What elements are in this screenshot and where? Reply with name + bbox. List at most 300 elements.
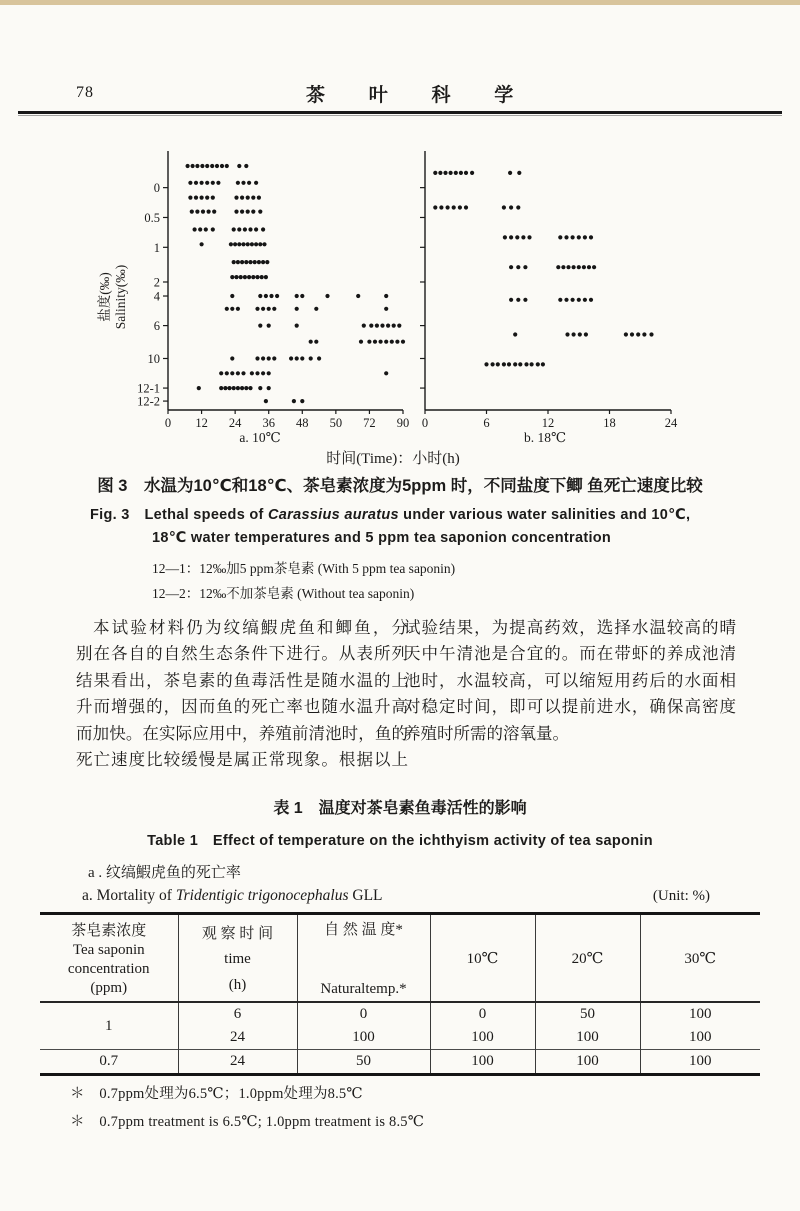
data-dot bbox=[556, 265, 560, 269]
data-dot bbox=[195, 210, 199, 214]
data-dot bbox=[207, 210, 211, 214]
data-cell: 100 bbox=[535, 1050, 640, 1075]
data-dot bbox=[205, 181, 209, 185]
body-text-line: 结果看出，茶皂素的鱼毒活性是随水温的上 bbox=[76, 670, 408, 690]
data-dot bbox=[433, 171, 437, 175]
data-dot bbox=[236, 371, 240, 375]
data-dot bbox=[265, 260, 269, 264]
data-dot bbox=[384, 371, 388, 375]
data-dot bbox=[454, 171, 458, 175]
data-dot bbox=[373, 340, 377, 344]
data-dot bbox=[243, 275, 247, 279]
x-tick-label: 12 bbox=[195, 416, 208, 430]
data-dot bbox=[516, 205, 520, 209]
scan-edge-strip bbox=[0, 0, 800, 5]
x-tick-label: 36 bbox=[262, 416, 275, 430]
data-dot bbox=[314, 307, 318, 311]
figure-legend-line2: 12—2：12‰不加茶皂素 (Without tea saponin) bbox=[152, 586, 415, 601]
table-subtitle-en bbox=[82, 887, 383, 905]
data-dot bbox=[195, 164, 199, 168]
y-tick-label: 0 bbox=[153, 181, 160, 196]
data-dot bbox=[264, 275, 268, 279]
data-dot bbox=[240, 386, 244, 390]
data-dot bbox=[194, 181, 198, 185]
data-dot bbox=[186, 164, 190, 168]
data-dot bbox=[309, 356, 313, 360]
data-dot bbox=[577, 265, 581, 269]
data-dot bbox=[530, 362, 534, 366]
data-dot bbox=[470, 171, 474, 175]
subtitle-en-suffix: GLL bbox=[348, 887, 383, 904]
data-dot bbox=[230, 307, 234, 311]
data-dot bbox=[369, 324, 373, 328]
data-dot bbox=[243, 227, 247, 231]
data-dot bbox=[205, 196, 209, 200]
page-number: 78 bbox=[76, 84, 94, 101]
data-dot bbox=[211, 196, 215, 200]
header-rule-shadow bbox=[18, 115, 782, 116]
mortality-table bbox=[40, 912, 760, 1076]
data-dot bbox=[577, 298, 581, 302]
data-dot bbox=[356, 294, 360, 298]
body-text-line: 天中午清池是合宜的。而在带虾的养成池清 bbox=[404, 644, 736, 664]
data-dot bbox=[247, 275, 251, 279]
header-rule bbox=[18, 111, 782, 114]
caption-en-species: Carassius auratus bbox=[268, 507, 399, 523]
data-dot bbox=[300, 399, 304, 403]
data-dot bbox=[624, 332, 628, 336]
data-dot bbox=[212, 210, 216, 214]
data-dot bbox=[232, 260, 236, 264]
data-dot bbox=[255, 307, 259, 311]
data-cell: 100 bbox=[640, 1002, 760, 1026]
data-dot bbox=[240, 210, 244, 214]
header-line: 20℃ bbox=[571, 950, 604, 967]
data-dot bbox=[241, 371, 245, 375]
data-dot bbox=[571, 298, 575, 302]
header-line: 30℃ bbox=[684, 950, 717, 967]
data-cell: 0 bbox=[430, 1002, 535, 1026]
data-dot bbox=[200, 196, 204, 200]
header-line: Tea saponin bbox=[72, 942, 145, 958]
data-cell: 24 bbox=[178, 1026, 297, 1050]
data-dot bbox=[589, 235, 593, 239]
data-dot bbox=[230, 356, 234, 360]
x-tick-label: 72 bbox=[363, 416, 376, 430]
body-text-line: 试验结果，为提高药效，选择水温较高的晴 bbox=[404, 618, 736, 637]
data-cell: 50 bbox=[535, 1002, 640, 1026]
data-dot bbox=[523, 265, 527, 269]
header-line: 10℃ bbox=[466, 950, 499, 967]
data-dot bbox=[541, 362, 545, 366]
header-line: time bbox=[224, 951, 251, 968]
data-dot bbox=[260, 275, 264, 279]
data-dot bbox=[254, 242, 258, 246]
data-dot bbox=[523, 298, 527, 302]
y-tick-label: 4 bbox=[153, 289, 160, 304]
data-dot bbox=[267, 371, 271, 375]
data-dot bbox=[219, 386, 223, 390]
data-dot bbox=[267, 386, 271, 390]
body-column-left bbox=[76, 615, 408, 773]
data-dot bbox=[300, 294, 304, 298]
body-text-line: 升而增强的，因而鱼的死亡率也随水温升高 bbox=[76, 697, 408, 717]
data-dot bbox=[578, 332, 582, 336]
body-text-line: 养殖时所需的溶氧量。 bbox=[404, 723, 569, 743]
data-dot bbox=[509, 205, 513, 209]
data-dot bbox=[517, 171, 521, 175]
data-dot bbox=[230, 371, 234, 375]
data-dot bbox=[197, 386, 201, 390]
data-dot bbox=[516, 298, 520, 302]
data-dot bbox=[571, 235, 575, 239]
data-dot bbox=[241, 181, 245, 185]
data-cell: 24 bbox=[178, 1050, 297, 1075]
data-dot bbox=[484, 362, 488, 366]
x-tick-label: 90 bbox=[396, 416, 410, 430]
body-text-line: 对稳定时间，即可以提前进水，确保高密度 bbox=[404, 697, 736, 717]
data-dot bbox=[503, 235, 507, 239]
data-dot bbox=[236, 386, 240, 390]
data-dot bbox=[592, 265, 596, 269]
data-dot bbox=[577, 235, 581, 239]
data-dot bbox=[258, 386, 262, 390]
data-dot bbox=[251, 210, 255, 214]
data-dot bbox=[244, 164, 248, 168]
table-wrapper bbox=[40, 912, 760, 1076]
data-dot bbox=[502, 205, 506, 209]
x-tick-label: 24 bbox=[228, 416, 242, 430]
data-dot bbox=[227, 386, 231, 390]
data-dot bbox=[572, 265, 576, 269]
data-dot bbox=[309, 340, 313, 344]
data-dot bbox=[244, 260, 248, 264]
data-dot bbox=[190, 210, 194, 214]
data-dot bbox=[275, 294, 279, 298]
y-tick-label: 0.5 bbox=[144, 210, 160, 225]
data-dot bbox=[246, 242, 250, 246]
data-dot bbox=[458, 205, 462, 209]
data-cell: 6 bbox=[178, 1002, 297, 1026]
data-dot bbox=[236, 181, 240, 185]
data-dot bbox=[507, 362, 511, 366]
table-title-en: Table 1 Effect of temperature on the ichthyism activity of tea saponin bbox=[147, 833, 653, 849]
data-dot bbox=[205, 164, 209, 168]
data-dot bbox=[261, 356, 265, 360]
data-dot bbox=[204, 227, 208, 231]
data-dot bbox=[216, 181, 220, 185]
data-dot bbox=[380, 324, 384, 328]
data-dot bbox=[642, 332, 646, 336]
data-dot bbox=[395, 340, 399, 344]
header-cell bbox=[297, 914, 430, 1003]
plot-sublabel: a. 10℃ bbox=[239, 430, 281, 445]
data-dot bbox=[375, 324, 379, 328]
data-dot bbox=[589, 298, 593, 302]
data-dot bbox=[438, 171, 442, 175]
data-dot bbox=[234, 210, 238, 214]
data-dot bbox=[264, 294, 268, 298]
data-dot bbox=[237, 227, 241, 231]
data-dot bbox=[239, 275, 243, 279]
data-dot bbox=[200, 242, 204, 246]
data-dot bbox=[584, 332, 588, 336]
data-dot bbox=[392, 324, 396, 328]
data-dot bbox=[237, 164, 241, 168]
data-dot bbox=[384, 294, 388, 298]
data-dot bbox=[230, 275, 234, 279]
data-dot bbox=[201, 210, 205, 214]
figure-scatter-plots bbox=[85, 148, 700, 448]
data-dot bbox=[240, 196, 244, 200]
data-dot bbox=[464, 171, 468, 175]
data-cell: 100 bbox=[297, 1026, 430, 1050]
data-dot bbox=[255, 371, 259, 375]
data-dot bbox=[386, 324, 390, 328]
header-cell bbox=[178, 914, 297, 1003]
data-dot bbox=[397, 324, 401, 328]
data-dot bbox=[452, 205, 456, 209]
data-dot bbox=[251, 275, 255, 279]
subtitle-en-species: Tridentigic trigonocephalus bbox=[175, 887, 349, 904]
data-dot bbox=[254, 227, 258, 231]
data-dot bbox=[254, 181, 258, 185]
header-line: (ppm) bbox=[90, 980, 128, 996]
data-dot bbox=[194, 196, 198, 200]
plot-sublabel: b. 18℃ bbox=[523, 430, 567, 445]
data-dot bbox=[250, 371, 254, 375]
data-cell: 100 bbox=[430, 1050, 535, 1075]
data-dot bbox=[509, 298, 513, 302]
data-dot bbox=[272, 356, 276, 360]
data-dot bbox=[211, 181, 215, 185]
header-line: 自 然 温 度* bbox=[324, 922, 403, 938]
data-dot bbox=[267, 324, 271, 328]
data-dot bbox=[255, 356, 259, 360]
header-cell bbox=[40, 914, 178, 1003]
data-cell: 100 bbox=[535, 1026, 640, 1050]
data-dot bbox=[508, 171, 512, 175]
data-dot bbox=[200, 164, 204, 168]
data-dot bbox=[443, 171, 447, 175]
data-dot bbox=[513, 332, 517, 336]
data-dot bbox=[390, 340, 394, 344]
data-dot bbox=[269, 294, 273, 298]
data-dot bbox=[236, 260, 240, 264]
body-text-line: 死亡速度比较缓慢是属正常现象。根据以上 bbox=[76, 750, 408, 770]
data-dot bbox=[272, 307, 276, 311]
data-dot bbox=[464, 205, 468, 209]
header-cell bbox=[535, 914, 640, 1003]
y-tick-label: 10 bbox=[147, 351, 160, 366]
body-text-line: 别在各自的自然生态条件下进行。从表所列 bbox=[76, 644, 408, 664]
data-dot bbox=[236, 307, 240, 311]
data-dot bbox=[636, 332, 640, 336]
data-dot bbox=[257, 260, 261, 264]
y-tick-label: 6 bbox=[153, 319, 160, 334]
data-dot bbox=[518, 362, 522, 366]
data-dot bbox=[261, 227, 265, 231]
data-dot bbox=[496, 362, 500, 366]
data-dot bbox=[325, 294, 329, 298]
data-dot bbox=[583, 235, 587, 239]
caption-en-prefix: Fig. 3 Lethal speeds of bbox=[90, 507, 269, 523]
x-tick-label: 6 bbox=[483, 416, 490, 430]
data-dot bbox=[234, 275, 238, 279]
data-dot bbox=[250, 242, 254, 246]
data-dot bbox=[558, 298, 562, 302]
concentration-cell: 1 bbox=[105, 1017, 113, 1034]
x-tick-label: 24 bbox=[664, 416, 678, 430]
data-dot bbox=[225, 307, 229, 311]
body-text-line: 本试验材料仍为纹缟鰕虎鱼和鲫鱼，分 bbox=[93, 618, 408, 637]
data-dot bbox=[384, 340, 388, 344]
data-dot bbox=[253, 260, 257, 264]
header-line: 观 察 时 间 bbox=[201, 926, 274, 943]
data-dot bbox=[223, 386, 227, 390]
data-dot bbox=[237, 242, 241, 246]
data-dot bbox=[232, 227, 236, 231]
data-dot bbox=[248, 386, 252, 390]
data-dot bbox=[229, 242, 233, 246]
table-title-cn: 表 1 温度对茶皂素鱼毒活性的影响 bbox=[273, 800, 527, 817]
data-dot bbox=[248, 227, 252, 231]
data-dot bbox=[583, 298, 587, 302]
data-dot bbox=[230, 294, 234, 298]
data-dot bbox=[509, 265, 513, 269]
table-unit-label: (Unit: %) bbox=[652, 888, 710, 904]
x-tick-label: 0 bbox=[164, 416, 172, 430]
table-subtitle-cn: a . 纹缟鰕虎鱼的死亡率 bbox=[88, 865, 241, 881]
data-cell: 50 bbox=[297, 1050, 430, 1075]
figure-caption-en-line2: 18℃ water temperatures and 5 ppm tea saponion concentration bbox=[152, 530, 612, 546]
data-dot bbox=[248, 260, 252, 264]
data-dot bbox=[295, 294, 299, 298]
data-dot bbox=[433, 205, 437, 209]
data-dot bbox=[362, 324, 366, 328]
x-tick-label: 48 bbox=[296, 416, 309, 430]
data-dot bbox=[561, 265, 565, 269]
data-dot bbox=[220, 164, 224, 168]
data-dot bbox=[491, 362, 495, 366]
header-line: 茶皂素浓度 bbox=[71, 923, 147, 939]
data-dot bbox=[225, 371, 229, 375]
data-dot bbox=[446, 205, 450, 209]
subtitle-en-prefix: a. Mortality of bbox=[82, 887, 176, 904]
data-dot bbox=[219, 371, 223, 375]
data-dot bbox=[367, 340, 371, 344]
x-tick-label: 0 bbox=[421, 416, 429, 430]
data-dot bbox=[439, 205, 443, 209]
data-dot bbox=[211, 227, 215, 231]
data-dot bbox=[258, 294, 262, 298]
data-dot bbox=[188, 181, 192, 185]
data-dot bbox=[234, 196, 238, 200]
data-dot bbox=[232, 386, 236, 390]
data-dot bbox=[509, 235, 513, 239]
data-dot bbox=[295, 324, 299, 328]
figure-caption-en-line1 bbox=[90, 503, 690, 524]
data-dot bbox=[521, 235, 525, 239]
data-dot bbox=[527, 235, 531, 239]
data-dot bbox=[566, 265, 570, 269]
footnote-cn: ＊ 0.7ppm处理为6.5℃；1.0ppm处理为8.5℃ bbox=[70, 1086, 363, 1102]
data-dot bbox=[516, 265, 520, 269]
body-column-right bbox=[404, 615, 736, 747]
data-dot bbox=[582, 265, 586, 269]
data-dot bbox=[251, 196, 255, 200]
data-dot bbox=[200, 181, 204, 185]
data-dot bbox=[384, 307, 388, 311]
data-dot bbox=[255, 275, 259, 279]
data-cell: 100 bbox=[640, 1026, 760, 1050]
data-dot bbox=[240, 260, 244, 264]
data-dot bbox=[300, 356, 304, 360]
data-dot bbox=[210, 164, 214, 168]
data-dot bbox=[258, 324, 262, 328]
data-cell: 100 bbox=[640, 1050, 760, 1075]
data-dot bbox=[536, 362, 540, 366]
body-text-line: 池时，水温较高，可以缩短用药后的水面相 bbox=[404, 670, 736, 690]
caption-en-suffix: under various water salinities and 10℃, bbox=[398, 507, 691, 523]
data-dot bbox=[379, 340, 383, 344]
x-tick-label: 18 bbox=[603, 416, 616, 430]
header-line: Naturaltemp.* bbox=[320, 981, 407, 997]
header-line: (h) bbox=[228, 976, 247, 993]
data-dot bbox=[502, 362, 506, 366]
header-line: concentration bbox=[67, 961, 150, 977]
data-dot bbox=[317, 356, 321, 360]
data-dot bbox=[587, 265, 591, 269]
data-dot bbox=[289, 356, 293, 360]
data-dot bbox=[241, 242, 245, 246]
data-dot bbox=[295, 307, 299, 311]
header-cell bbox=[640, 914, 760, 1003]
data-dot bbox=[564, 298, 568, 302]
data-dot bbox=[261, 307, 265, 311]
y-tick-label: 12-2 bbox=[137, 394, 160, 409]
data-dot bbox=[564, 235, 568, 239]
data-dot bbox=[459, 171, 463, 175]
y-axis-label-en: Salinity(‰) bbox=[113, 264, 128, 330]
data-dot bbox=[267, 356, 271, 360]
data-dot bbox=[198, 227, 202, 231]
y-tick-label: 2 bbox=[153, 275, 160, 290]
data-dot bbox=[225, 164, 229, 168]
x-tick-label: 50 bbox=[329, 416, 343, 430]
data-dot bbox=[515, 235, 519, 239]
data-dot bbox=[630, 332, 634, 336]
y-axis-label-cn: 盐度(‰) bbox=[97, 272, 112, 322]
data-dot bbox=[572, 332, 576, 336]
data-dot bbox=[295, 356, 299, 360]
footnote-en: ＊ 0.7ppm treatment is 6.5℃; 1.0ppm treatment is 8.5℃ bbox=[70, 1114, 425, 1130]
figure-legend-line1: 12—1：12‰加5 ppm茶皂素 (With 5 ppm tea saponin) bbox=[152, 561, 456, 576]
data-dot bbox=[513, 362, 517, 366]
data-cell: 100 bbox=[430, 1026, 535, 1050]
data-dot bbox=[524, 362, 528, 366]
x-axis-title: 时间(Time)：小时(h) bbox=[326, 451, 460, 467]
data-dot bbox=[193, 227, 197, 231]
data-dot bbox=[565, 332, 569, 336]
concentration-cell: 0.7 bbox=[40, 1050, 178, 1075]
data-dot bbox=[215, 164, 219, 168]
data-dot bbox=[246, 210, 250, 214]
data-dot bbox=[264, 399, 268, 403]
data-dot bbox=[257, 196, 261, 200]
data-dot bbox=[292, 399, 296, 403]
data-dot bbox=[246, 196, 250, 200]
